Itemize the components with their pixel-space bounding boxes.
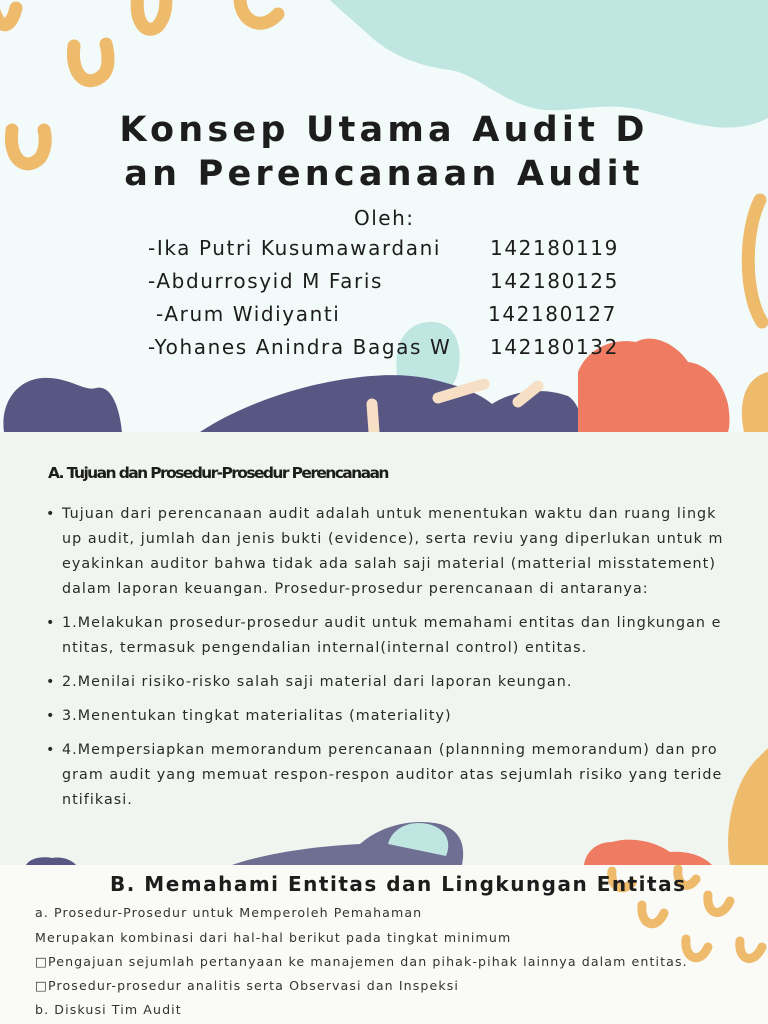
- author-id: 142180132: [490, 335, 619, 359]
- page-title: [100, 108, 668, 196]
- author-row: [148, 302, 628, 335]
- list-item: • 1.Melakukan prosedur-prosedur audit untuk memahami entitas dan lingkungan entitas, termasuk pengendalian internal(internal control) entitas.: [46, 611, 724, 661]
- paragraph: Merupakan kombinasi dari hal-hal berikut pada tingkat minimum: [35, 930, 512, 945]
- author-list: [148, 236, 628, 368]
- list-item: • 2.Menilai risiko-risko salah saji material dari laporan keungan.: [46, 670, 724, 695]
- author-name: -Arum Widiyanti: [148, 302, 341, 326]
- title-line-2: an Perencanaan Audit: [124, 154, 644, 194]
- author-row: [148, 269, 628, 302]
- author-row: [148, 335, 628, 368]
- content-slide-objectives: [0, 432, 768, 865]
- author-name: -Yohanes Anindra Bagas W: [148, 335, 452, 359]
- checklist-text: Pengajuan sejumlah pertanyaan ke manajemen dan pihak-pihak lainnya dalam entitas.: [48, 954, 688, 969]
- title-line-1: Konsep Utama Audit D: [119, 110, 649, 150]
- objectives-list: [46, 502, 724, 822]
- checkbox-icon: □: [35, 954, 48, 969]
- author-row: [148, 236, 628, 269]
- checkbox-icon: □: [35, 978, 48, 993]
- author-name: -Ika Putri Kusumawardani: [148, 236, 442, 260]
- checklist-text: Prosedur-prosedur analitis serta Observasi dan Inspeksi: [48, 978, 459, 993]
- content-slide-entity: [0, 865, 768, 1024]
- author-id: 142180125: [490, 269, 619, 293]
- author-id: 142180119: [490, 236, 619, 260]
- section-heading-a: A. Tujuan dan Prosedur-Prosedur Perencanaan: [48, 464, 388, 482]
- author-id: 142180127: [488, 302, 617, 326]
- checklist-item: [35, 978, 459, 993]
- list-item: • 3.Menentukan tingkat materialitas (materiality): [46, 704, 724, 729]
- sub-heading-a: a. Prosedur-Prosedur untuk Memperoleh Pemahaman: [35, 905, 423, 920]
- title-slide: [0, 0, 768, 432]
- sub-heading-b: b. Diskusi Tim Audit: [35, 1002, 182, 1017]
- author-name: -Abdurrosyid M Faris: [148, 269, 384, 293]
- checklist-item: [35, 954, 688, 969]
- section-heading-b: B. Memahami Entitas dan Lingkungan Entitas: [110, 872, 687, 896]
- list-item: • 4.Mempersiapkan memorandum perencanaan (plannning memorandum) dan program audit yang memuat respon-respon auditor atas sejumlah risiko yang teridentifikasi.: [46, 738, 724, 813]
- byline-label: Oleh:: [354, 206, 415, 230]
- list-item: • Tujuan dari perencanaan audit adalah untuk menentukan waktu dan ruang lingkup audit, jumlah dan jenis bukti (evidence), serta reviu yang diperlukan untuk meyakinkan auditor bahwa tidak ada salah saji material (matterial misstatement) dalam laporan keuangan. Prosedur-prosedur perencanaan di antaranya:: [46, 502, 724, 602]
